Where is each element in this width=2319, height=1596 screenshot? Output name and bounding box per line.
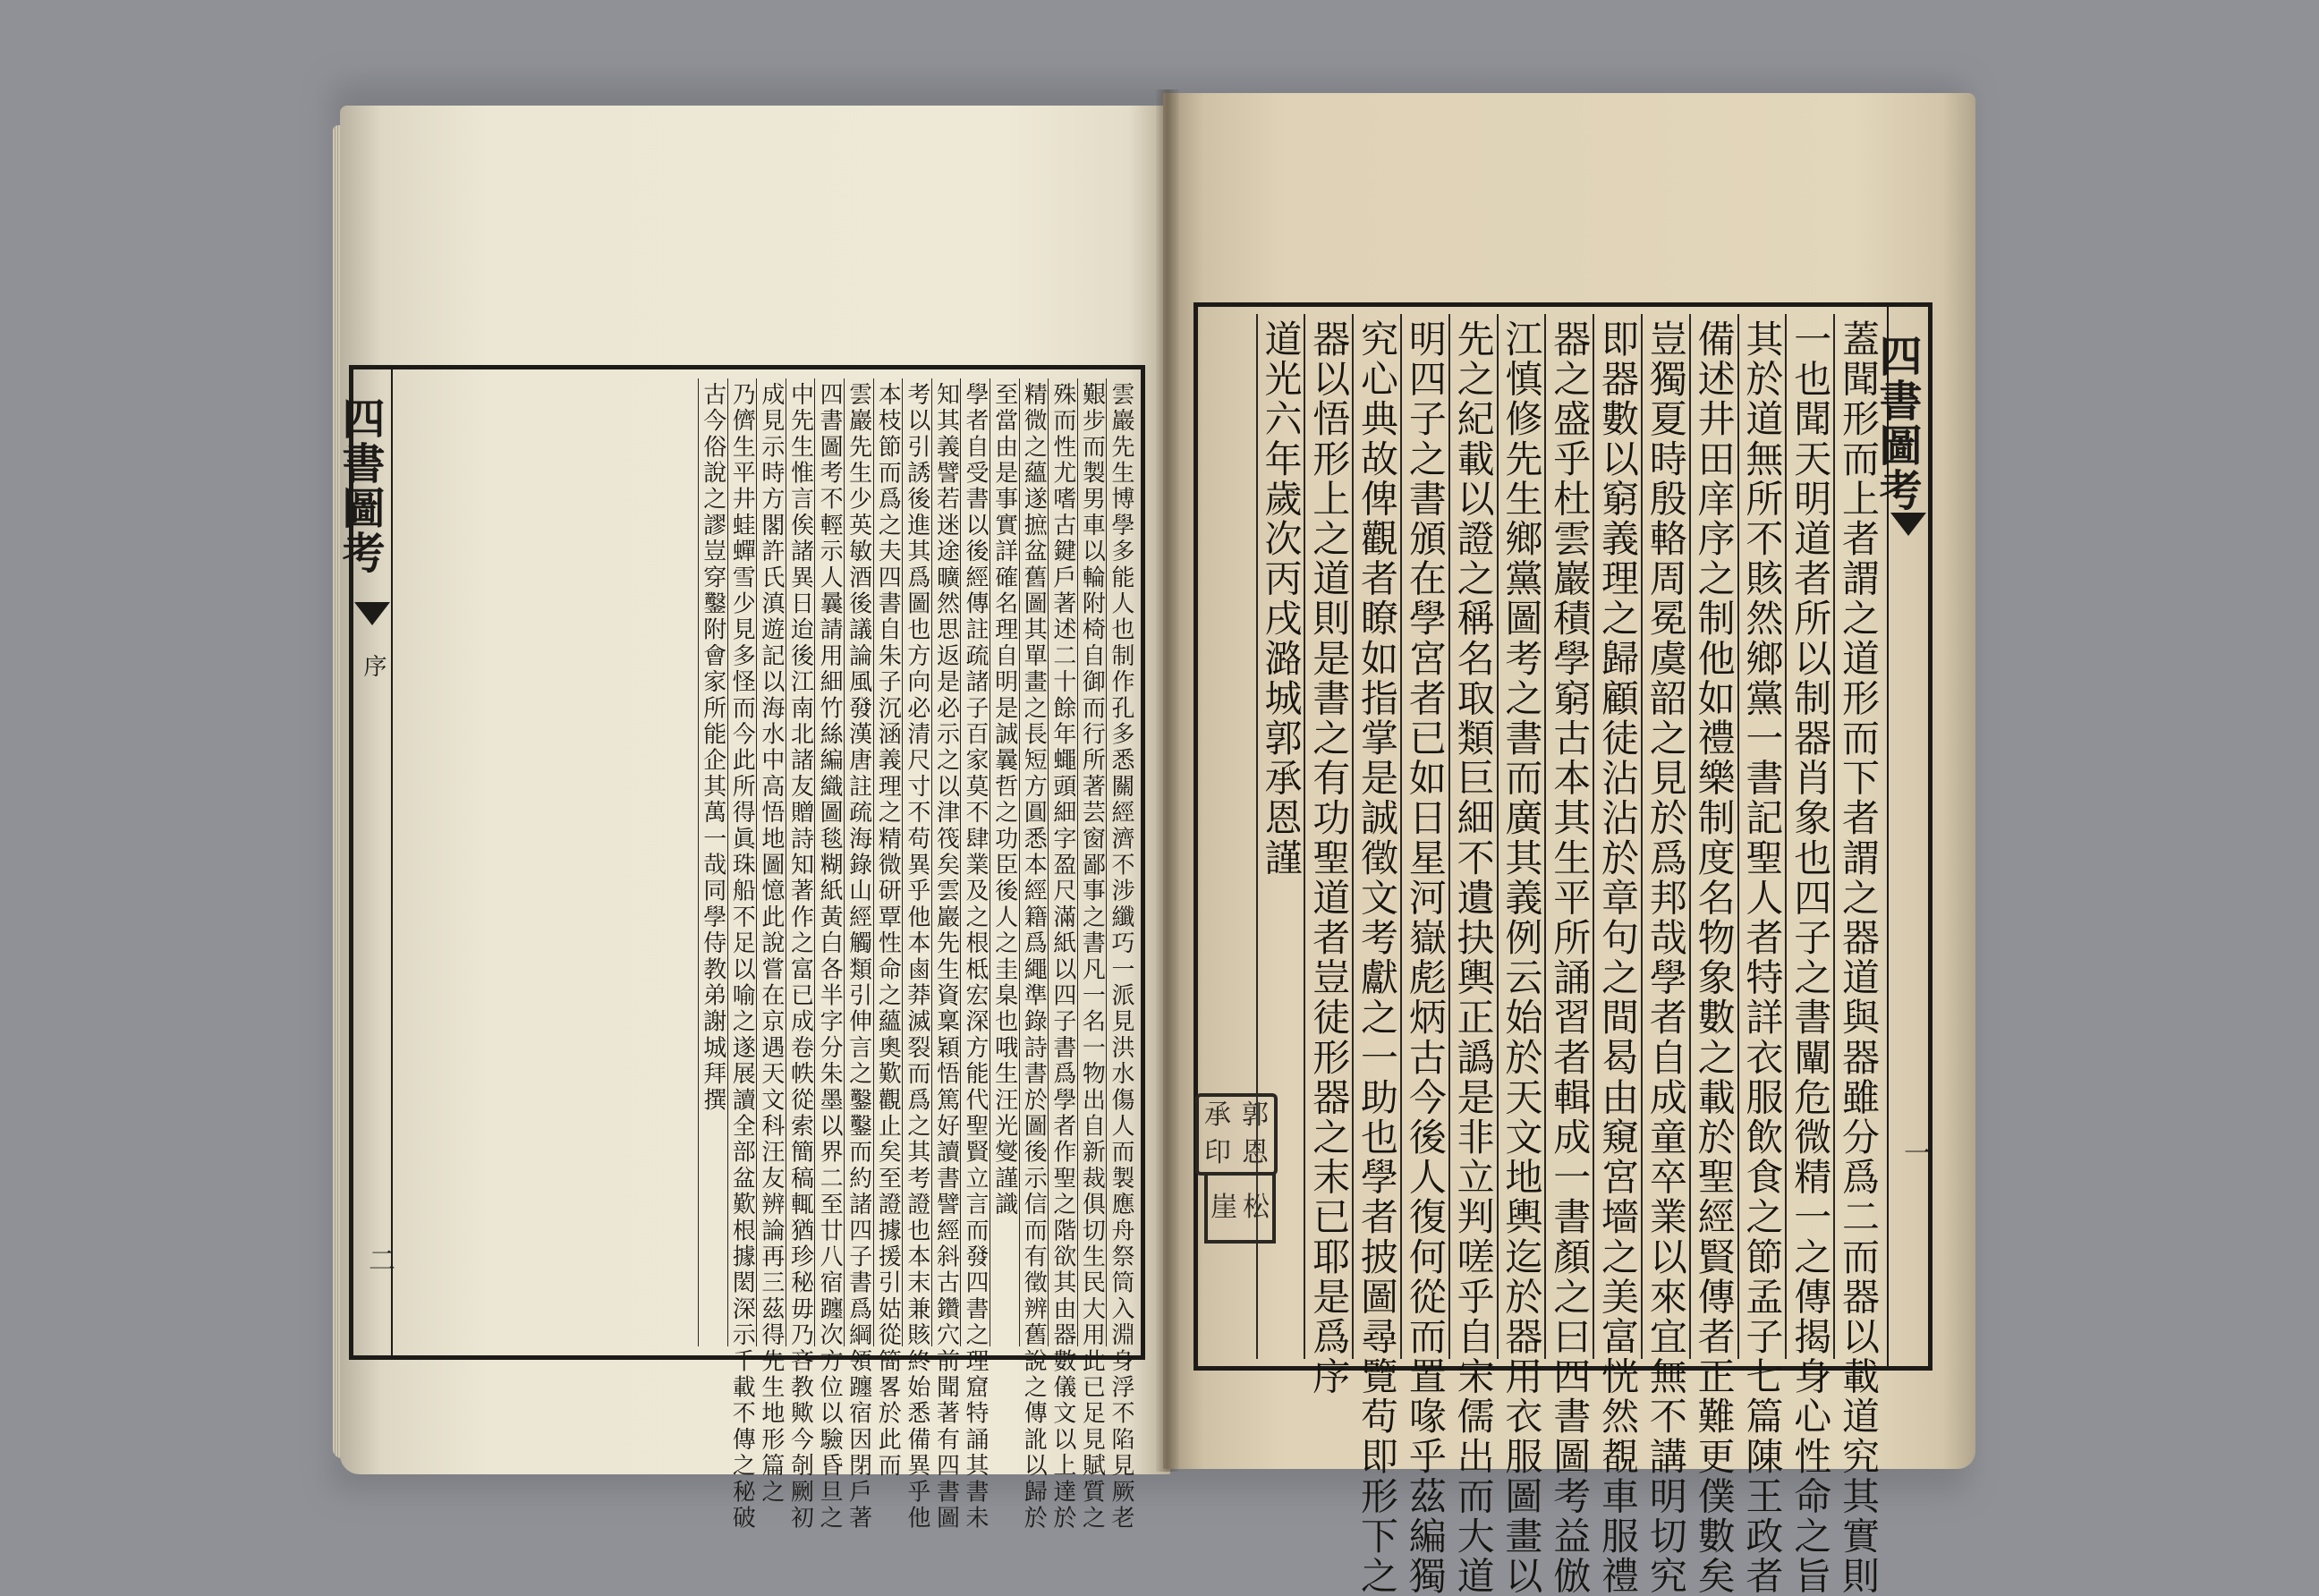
left-text-columns	[400, 378, 1135, 1532]
left-text-column: 四書圖考不輕示人曩請用細竹絲編織圖毯糊紙黃白各半字分朱墨以界二至廿八宿躔次方位以驗昏旦之	[814, 378, 844, 1346]
left-text-column: 學者自受書以後經傳註疏諸子百家莫不肆業及之根柢宏深方能代聖賢立言而發四書之理窟特誦其書未	[960, 378, 990, 1346]
left-text-column: 中先生惟言俟諸異日迨後江南北諸友贈詩知著作之富已成卷帙從索簡稿輒猶珍秘毋乃吝教歟今剞劂初	[786, 378, 815, 1346]
left-band-title: 四書圖考	[335, 396, 385, 575]
right-text-column: 江慎修先生鄉黨圖考之書而廣其義例云始於天文地輿迄於器用衣服圖畫以	[1497, 314, 1545, 1359]
seal-char: 恩	[1242, 1137, 1269, 1168]
fish-tail-mark	[1890, 513, 1926, 536]
left-text-column: 古今俗說之謬豈穿鑿附會家所能企其萬一哉同學侍教弟謝城拜撰	[698, 378, 727, 1346]
author-seal-stamp	[1195, 1093, 1278, 1176]
left-band-section: 序	[360, 654, 386, 677]
left-text-column: 精微之蘊遂摭盆舊圖其單畫之長短方圓悉本經籍爲繩準錄詩書於圖後示信而有徵辨舊說之傳訛以歸於	[1019, 378, 1049, 1346]
right-band	[1872, 307, 1930, 1366]
left-text-column: 乃儕生平井蛙蟬雪少見多怪而今此所得眞珠船不足以喻之遂展讀全部盆歎根據閎深示千載不傳之秘破	[727, 378, 757, 1346]
right-text-column: 器以悟形上之道則是書之有功聖道者豈徒形器之末已耶是爲序	[1304, 314, 1352, 1359]
studio-seal-stamp	[1204, 1172, 1276, 1244]
seal-char: 松	[1243, 1192, 1270, 1223]
seal-char: 郭	[1242, 1099, 1269, 1131]
left-text-column: 殊而性尤嗜古鍵戶著述二十餘年蠅頭細字盈尺滿紙以四子書爲學者作聖之階欲其由器數儀文以上達於	[1048, 378, 1077, 1346]
left-text-column: 考以引誘後進其爲圖也方向必清尺寸不苟異乎他本鹵莽滅裂而爲之其考證也本末兼賅終始悉備異乎他	[902, 378, 931, 1346]
right-text-column: 豈獨夏時殷輅周冕虞韶之見於爲邦哉學者自成童卒業以來宜無不講明切究	[1641, 314, 1689, 1359]
left-text-column: 艱步而製男車以輪附椅自御而行所著芸窗鄙事之書凡一名一物出自新裁俱切生民大用此已足見賦質之	[1077, 378, 1107, 1346]
right-text-column: 先之紀載以證之稱名取類巨細不遺抉輿正譌是非立判嗟乎自宋儒出而大道	[1448, 314, 1497, 1359]
fish-tail-mark	[354, 602, 390, 625]
right-text-column: 明四子之書頒在學宮者已如日星河嶽彪炳古今後人復何從而置喙乎茲編獨	[1400, 314, 1448, 1359]
right-text-column: 即器數以窮義理之歸顧徒沾沾於章句之間曷由窺宮墻之美富恍然覩車服禮	[1593, 314, 1641, 1359]
left-text-column: 至當由是事實詳確名理自明是誠曩哲之功臣後人之圭臬也哦生汪光燮謹識	[990, 378, 1019, 1346]
left-text-column: 雲巖先生少英敏酒後議論風發漢唐註疏海錄山經觸類引伸言之鑿鑿而約諸四子書爲綱領躔宿因閉戶著	[844, 378, 873, 1346]
left-text-column: 本枝節而爲之夫四書自朱子沉涵義理之精微研覃性命之蘊奧歎觀止矣至證據援引姑從簡畧於此而	[873, 378, 903, 1346]
right-text-column: 一也聞天明道者所以制器肖象也四子之書闡危微精一之傳揭身心性命之旨	[1785, 314, 1833, 1359]
right-page-frame	[1193, 302, 1932, 1596]
left-band-page-number: 二	[363, 1246, 395, 1273]
right-text-column: 備述井田庠序之制他如禮樂制度名物象數之載於聖經賢傳者正難更僕數矣	[1689, 314, 1737, 1359]
right-text-column: 究心典故俾觀者瞭如指掌是誠徵文考獻之一助也學者披圖尋覽苟即形下之	[1352, 314, 1400, 1359]
left-band	[335, 369, 395, 1355]
seal-char: 印	[1204, 1137, 1231, 1168]
right-text-columns	[1203, 314, 1882, 1596]
left-text-column: 成見示時方閣許氏滇遊記以海水中高悟地圖憶此說嘗在京遇天文科汪友辨論再三茲得先生地形篇之	[756, 378, 786, 1346]
seal-char: 承	[1204, 1099, 1231, 1131]
right-text-column: 其於道無所不賅然鄉黨一書記聖人者特詳衣服飲食之節孟子七篇陳王政者	[1737, 314, 1786, 1359]
left-text-column: 知其義譬若迷途曠然思返是必示之以津筏矣雲巖先生資稟穎悟篤好讀書譬經斜古鑽穴前聞著有四書圖	[931, 378, 961, 1346]
right-band-page-number: 一	[1899, 1139, 1930, 1166]
left-text-column: 雲巖先生博學多能人也制作孔多悉關經濟不涉纖巧一派見洪水傷人而製應舟祭筒入淵身浮不陷見厥老	[1106, 378, 1135, 1346]
left-page-frame	[335, 365, 1145, 1532]
seal-char: 崖	[1210, 1192, 1237, 1223]
right-text-column: 器之盛乎杜雲巖積學窮古本其生平所誦習者輯成一書顏之曰四書圖考益倣	[1544, 314, 1593, 1359]
right-text-column: 道光六年歲次丙戌潞城郭承恩謹	[1256, 314, 1304, 1359]
right-text-column: 蓋聞形而上者謂之道形而下者謂之器道與器雖分爲二而器以載道究其實則	[1833, 314, 1882, 1359]
right-band-title: 四書圖考	[1872, 334, 1922, 513]
